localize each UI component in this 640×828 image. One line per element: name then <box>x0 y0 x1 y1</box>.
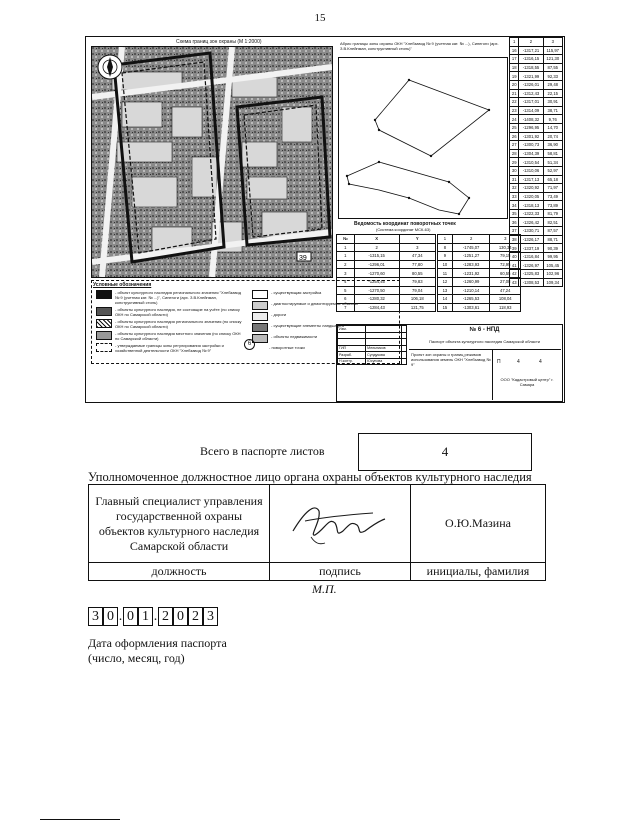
coords-cell: -1317,01 <box>519 98 543 107</box>
coords-row <box>438 303 521 312</box>
coords-cell: -1265,53 <box>452 295 490 304</box>
date-sublabel: (число, месяц, год) <box>88 651 185 665</box>
coords-row <box>337 252 436 261</box>
coords-title: Ведомость координат поворотных точек <box>354 221 456 227</box>
coords-row <box>510 270 563 279</box>
coords-cell: 1 <box>337 252 355 261</box>
coords-cell: 24 <box>510 115 519 124</box>
coords-cell: 30 <box>510 166 519 175</box>
coords-colnum: 3 <box>543 38 563 47</box>
coords-row <box>510 201 563 210</box>
coords-cell: 92,33 <box>543 72 563 81</box>
coords-colnum: 1 <box>337 243 355 252</box>
stamp-row: Разраб. <box>338 352 366 359</box>
coords-colnum: 3 <box>399 243 435 252</box>
coords-row <box>510 278 563 287</box>
coords-row <box>510 166 563 175</box>
stamp-name: Мельников <box>366 345 402 352</box>
coords-row <box>510 252 563 261</box>
coords-cell: -1296,01 <box>354 260 399 269</box>
coords-colnum: 3 <box>490 235 521 244</box>
date-boxes <box>88 607 218 626</box>
coords-cell: -1312,43 <box>519 89 543 98</box>
handwritten-signature <box>285 491 395 551</box>
coords-cell: 121,75 <box>399 303 435 312</box>
coords-row <box>510 123 563 132</box>
coords-cell: 72,95 <box>490 260 521 269</box>
coords-cell: 22,15 <box>543 89 563 98</box>
coords-cell: 36 <box>510 218 519 227</box>
legend-swatch <box>252 301 268 310</box>
coords-row <box>510 261 563 270</box>
plan-sheet <box>85 36 565 403</box>
stamp-left <box>337 325 407 365</box>
page-number: 15 <box>314 12 326 24</box>
coords-cell: 87,57 <box>543 227 563 236</box>
coords-cell: -1251,27 <box>452 252 490 261</box>
coords-cell: 29,48 <box>543 80 563 89</box>
coords-cell: 105,45 <box>543 261 563 270</box>
coords-row <box>510 115 563 124</box>
coords-row <box>438 286 521 295</box>
coords-cell: 71,97 <box>543 184 563 193</box>
coords-cell: 18 <box>510 63 519 72</box>
legend-item <box>96 331 246 341</box>
coords-row <box>510 244 563 253</box>
coords-cell: 31 <box>510 175 519 184</box>
legend-item <box>96 307 246 317</box>
date-digit: 0 <box>103 607 118 626</box>
sheets-value: 4 <box>358 433 532 471</box>
date-separator: . <box>118 609 123 624</box>
signature-cell <box>270 485 411 563</box>
date-digit: 1 <box>138 607 153 626</box>
coords-table-right <box>509 37 563 287</box>
coords-row <box>510 158 563 167</box>
coords-row <box>510 89 563 98</box>
coords-row <box>510 192 563 201</box>
date-digit: 0 <box>123 607 138 626</box>
legend-swatch <box>96 343 112 352</box>
coords-cell: 21 <box>510 89 519 98</box>
coords-cell: 15 <box>438 303 453 312</box>
coords-cell: 28 <box>510 149 519 158</box>
stamp-sheets: 4 <box>539 359 542 365</box>
coords-cell: -1321,99 <box>519 72 543 81</box>
coords-cell: -1310,54 <box>519 158 543 167</box>
coords-cell: -1408,32 <box>519 115 543 124</box>
coords-cell: 58,81 <box>543 149 563 158</box>
coords-cell: 40 <box>510 252 519 261</box>
coords-cell: 19 <box>510 72 519 81</box>
coords-colnum: 2 <box>519 38 543 47</box>
coords-cell: 6 <box>337 295 355 304</box>
stamp-stage: П <box>497 359 501 365</box>
coords-cell: 38,71 <box>543 106 563 115</box>
coords-cell: 121,30 <box>543 55 563 64</box>
coords-cell: 33 <box>510 192 519 201</box>
coords-cell: 90,39 <box>543 244 563 253</box>
legend-text: - поворотные точки <box>269 345 305 350</box>
stamp-desc: Проект зон охраны и границ режимов использования земель ОКН "Хлебзавод № 9" <box>411 352 491 367</box>
coords-cell: 87,55 <box>543 63 563 72</box>
footer-line <box>40 819 120 820</box>
coords-colnum: 1 <box>510 38 519 47</box>
stamp-code: № 6 - НПД <box>469 327 500 333</box>
date-digit: 0 <box>173 607 188 626</box>
coords-cell: 52,97 <box>543 166 563 175</box>
signature-name: О.Ю.Мазина <box>411 485 546 563</box>
signature-table <box>88 484 546 581</box>
coords-cell: 22 <box>510 98 519 107</box>
coords-cell: 35 <box>510 209 519 218</box>
coords-colnum: 2 <box>354 243 399 252</box>
coords-cell: 25 <box>510 123 519 132</box>
coords-cell: 65,18 <box>543 175 563 184</box>
sheets-label: Всего в паспорте листов <box>200 444 325 458</box>
legend-item <box>252 312 392 321</box>
legend-text: - объекты культурного наследия, не состоящие на учёте (по списку ОКН по Самарской области) <box>115 307 240 317</box>
date-label: Дата оформления паспорта <box>88 636 227 650</box>
coords-cell: 51,34 <box>543 158 563 167</box>
stamp-sheet: 4 <box>517 359 520 365</box>
coords-cell: 81,79 <box>543 209 563 218</box>
coords-cell: 108,04 <box>490 295 521 304</box>
stamp-row: ГИП <box>338 345 366 352</box>
coords-cell: -1325,83 <box>519 270 543 279</box>
stamp-row: Н.контр. <box>338 358 366 365</box>
coords-cell: 9,76 <box>543 115 563 124</box>
coords-cell: 26 <box>510 132 519 141</box>
title-block <box>336 324 563 402</box>
coords-cell: -1337,19 <box>519 244 543 253</box>
coords-cell: 80,55 <box>399 269 435 278</box>
legend-item <box>96 290 246 305</box>
coords-cell: 32 <box>510 184 519 193</box>
coords-cell: -1270,50 <box>354 286 399 295</box>
coords-cell: -1260,99 <box>452 277 490 286</box>
signature-position: Главный специалист управления государственной охраны объектов культурного наследия Самарской области <box>89 485 270 563</box>
coords-cell: 3 <box>337 269 355 278</box>
coords-colnum: 2 <box>452 235 490 244</box>
abris-graphic <box>339 58 507 218</box>
coords-header: X <box>354 235 399 244</box>
coords-cell: 20 <box>510 80 519 89</box>
coords-cell: -1310,06 <box>519 166 543 175</box>
coords-cell: 14 <box>438 295 453 304</box>
legend-text: - диагностируемые и демонтируемые объекты <box>271 301 358 306</box>
stamp-name: Сундукова <box>366 352 402 359</box>
coords-cell: 42 <box>510 270 519 279</box>
coords-cell: 106,18 <box>399 295 435 304</box>
coords-cell: -1326,17 <box>519 235 543 244</box>
coords-row <box>510 209 563 218</box>
coords-cell: 7 <box>337 303 355 312</box>
stamp-row: Изм. <box>338 326 366 333</box>
coords-cell: 27,08 <box>490 277 521 286</box>
coords-cell: 118,93 <box>490 303 521 312</box>
coords-cell: -1280,32 <box>354 295 399 304</box>
coords-row <box>510 72 563 81</box>
coords-cell: 38 <box>510 235 519 244</box>
legend-text: - существующая застройка <box>271 290 322 295</box>
coords-cell: 29 <box>510 158 519 167</box>
svg-text:39: 39 <box>299 255 307 262</box>
legend-swatch <box>96 290 112 299</box>
map-graphic <box>92 47 332 277</box>
legend-text: - существующие элементы ландшафта <box>271 323 344 328</box>
coords-cell: -1283,93 <box>452 260 490 269</box>
stamp-name: Юсупова <box>366 358 402 365</box>
legend-text: - объекты культурного наследия местного значения (по списку ОКН по Самарской области) <box>115 331 241 341</box>
coords-cell: 130,34 <box>490 243 521 252</box>
legend-text: - объект культурного наследия регионального значения "Хлебзавод № 9 (учетная кат. № ...)", Синегоги (арх. З.В.Клейнман, конструктивный стиль) <box>115 290 242 305</box>
official-title: Уполномоченное должностное лицо органа охраны объектов культурного наследия <box>88 470 532 484</box>
coords-cell: -1317,21 <box>519 46 543 55</box>
legend-swatch <box>252 323 268 332</box>
coords-cell: 17 <box>510 55 519 64</box>
coords-row <box>438 295 521 304</box>
coords-cell: -1300,73 <box>519 141 543 150</box>
legend-text: - объекты культурного наследия регионального значения (по списку ОКН по Самарской области) <box>115 319 242 329</box>
legend-swatch <box>96 331 112 340</box>
coords-cell: 20,74 <box>543 132 563 141</box>
legend-swatch <box>252 312 268 321</box>
coords-cell: -1254,45 <box>354 277 399 286</box>
coords-cell: 47,24 <box>490 286 521 295</box>
coords-cell: 79,83 <box>399 277 435 286</box>
legend-number-marker: 6 <box>244 339 255 350</box>
legend-swatch <box>252 290 268 299</box>
abris-title: Абрис границы зоны охраны ОКН "Хлебзавод № 9 (учетная кат. № ...), Синегоги (арх. З.В.Клейнман, конструктивный стиль)" <box>340 41 499 51</box>
coords-cell: 43 <box>510 278 519 287</box>
coords-cell: 8 <box>438 243 453 252</box>
coords-row <box>510 80 563 89</box>
coords-header: № <box>337 235 355 244</box>
coords-cell: 79,15 <box>490 252 521 261</box>
coords-cell: -1320,05 <box>519 192 543 201</box>
coords-cell: -1316,84 <box>519 252 543 261</box>
coords-row <box>510 235 563 244</box>
legend-text: - дороги <box>271 312 287 317</box>
caption-position: должность <box>89 563 270 581</box>
stamp-title: Паспорт объекта культурного наследия Самарской области <box>428 339 541 344</box>
coords-row <box>510 149 563 158</box>
coords-cell: 9 <box>438 252 453 261</box>
coords-cell: 2 <box>337 260 355 269</box>
coords-row <box>510 55 563 64</box>
coords-row <box>510 98 563 107</box>
coords-row <box>510 106 563 115</box>
coords-cell: -1316,15 <box>519 55 543 64</box>
coords-cell: 36,90 <box>543 141 563 150</box>
coords-cell: -1320,92 <box>519 184 543 193</box>
coords-cell: -1303,61 <box>452 303 490 312</box>
stamp-org: ООО "Кадастровый центр" г. Самара <box>500 377 554 387</box>
coords-cell: 27 <box>510 141 519 150</box>
date-digit: 2 <box>188 607 203 626</box>
coords-header: Y <box>399 235 435 244</box>
legend-title: Условные обозначения <box>93 282 152 288</box>
coords-cell: 34 <box>510 201 519 210</box>
coords-cell: -1210,14 <box>452 286 490 295</box>
coords-cell: -1231,92 <box>452 269 490 278</box>
scheme-title: Схема границ зон охраны (М 1:2000) <box>176 39 262 45</box>
coords-cell: -1270,60 <box>354 269 399 278</box>
coords-row <box>510 46 563 55</box>
coords-cell: 30,91 <box>543 98 563 107</box>
coords-row <box>510 227 563 236</box>
aerial-map <box>91 46 333 278</box>
coords-cell: -1296,95 <box>519 123 543 132</box>
coords-cell: 73,49 <box>543 192 563 201</box>
date-digit: 3 <box>88 607 103 626</box>
coords-cell: 10 <box>438 260 453 269</box>
coords-cell: -1314,09 <box>519 106 543 115</box>
legend-item <box>252 301 392 310</box>
coords-row <box>510 218 563 227</box>
legend-item <box>96 343 246 353</box>
date-digit: 2 <box>158 607 173 626</box>
coords-cell: 23 <box>510 106 519 115</box>
coords-cell: -1745,07 <box>452 243 490 252</box>
legend-swatch <box>96 307 112 316</box>
coords-cell: -1317,13 <box>519 175 543 184</box>
abris-drawing <box>338 57 508 219</box>
coords-cell: 37 <box>510 227 519 236</box>
coords-cell: -1318,13 <box>519 201 543 210</box>
coords-cell: 88,71 <box>543 235 563 244</box>
coords-row <box>510 141 563 150</box>
coords-cell: 47,34 <box>399 252 435 261</box>
coords-cell: -1315,15 <box>354 252 399 261</box>
coords-cell: 14,70 <box>543 123 563 132</box>
coords-cell: 12 <box>438 277 453 286</box>
coords-row <box>510 132 563 141</box>
coords-cell: 77,80 <box>399 260 435 269</box>
coords-cell: -1284,43 <box>354 303 399 312</box>
coords-cell: -1308,53 <box>519 278 543 287</box>
coords-cell: -1301,92 <box>519 132 543 141</box>
coords-cell: 13 <box>438 286 453 295</box>
coords-cell: -1326,97 <box>519 261 543 270</box>
caption-signature: подпись <box>270 563 411 581</box>
coords-subtitle: (Система координат МСК-63) <box>376 227 431 232</box>
coords-cell: 115,97 <box>543 46 563 55</box>
coords-cell: -1318,55 <box>519 63 543 72</box>
coords-cell: 11 <box>438 269 453 278</box>
coords-cell: 73,89 <box>543 201 563 210</box>
coords-cell: 39 <box>510 244 519 253</box>
coords-cell: 5 <box>337 286 355 295</box>
coords-cell: 102,96 <box>543 270 563 279</box>
seal-label: М.П. <box>312 582 337 596</box>
coords-cell: 109,34 <box>543 278 563 287</box>
coords-cell: 16 <box>510 46 519 55</box>
coords-row <box>337 260 436 269</box>
coords-row <box>337 269 436 278</box>
legend-item <box>252 290 392 299</box>
legend-item <box>96 319 246 329</box>
legend-text: - утверждаемые границы зоны регулирования застройки и хозяйственной деятельности ОКН "Хлебзавод № 9" <box>115 343 224 353</box>
coords-cell: 79,04 <box>399 286 435 295</box>
coords-row <box>510 184 563 193</box>
coords-cell: 60,55 <box>490 269 521 278</box>
coords-cell: 82,51 <box>543 218 563 227</box>
coords-row <box>510 175 563 184</box>
coords-colnum: 1 <box>438 235 453 244</box>
coords-row <box>510 63 563 72</box>
coords-cell: -1326,01 <box>519 80 543 89</box>
coords-cell: 99,95 <box>543 252 563 261</box>
caption-name: инициалы, фамилия <box>411 563 546 581</box>
date-digit: 3 <box>203 607 218 626</box>
date-separator: . <box>153 609 158 624</box>
coords-cell: 41 <box>510 261 519 270</box>
coords-cell: -1322,33 <box>519 209 543 218</box>
coords-cell: -1326,42 <box>519 218 543 227</box>
coords-cell: 4 <box>337 277 355 286</box>
coords-cell: -1330,71 <box>519 227 543 236</box>
legend-swatch <box>96 319 112 328</box>
legend-text: - объекты недвижимости <box>271 334 318 339</box>
coords-cell: -1304,39 <box>519 149 543 158</box>
